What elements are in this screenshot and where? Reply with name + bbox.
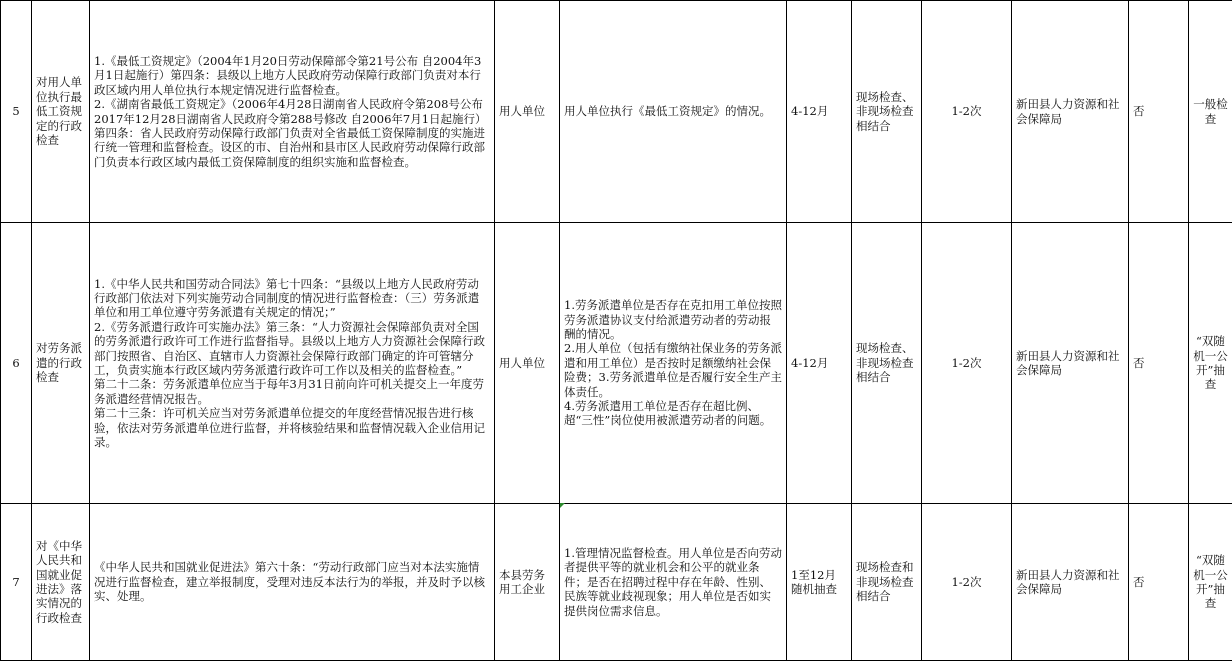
joint-inspection-cell[interactable]: 否 <box>1129 223 1189 504</box>
inspection-method-cell[interactable]: 现场检查、非现场检查相结合 <box>852 223 922 504</box>
joint-inspection-cell[interactable]: 否 <box>1129 1 1189 223</box>
inspection-method-cell[interactable]: 现场检查和非现场检查相结合 <box>852 504 922 661</box>
item-name-cell[interactable]: 对用人单位执行最低工资规定的行政检查 <box>32 1 90 223</box>
legal-basis-cell[interactable]: 《中华人民共和国就业促进法》第六十条：“劳动行政部门应当对本法实施情况进行监督检查，建立举报制度，受理对违反本法行为的举报，并及时予以核实、处理。 <box>90 504 495 661</box>
item-name-cell[interactable]: 对《中华人民共和国就业促进法》落实情况的行政检查 <box>32 504 90 661</box>
comment-marker-icon <box>560 503 565 508</box>
inspection-period-cell[interactable]: 1至12月随机抽查 <box>787 504 852 661</box>
inspection-method-cell[interactable]: 现场检查、非现场检查相结合 <box>852 1 922 223</box>
inspection-agency-cell[interactable]: 新田县人力资源和社会保障局 <box>1012 1 1129 223</box>
inspection-agency-cell[interactable]: 新田县人力资源和社会保障局 <box>1012 504 1129 661</box>
inspection-object-cell[interactable]: 用人单位 <box>495 1 560 223</box>
table-row <box>1 504 1232 661</box>
inspection-agency-cell[interactable]: 新田县人力资源和社会保障局 <box>1012 223 1129 504</box>
inspection-type-cell[interactable]: “双随机一公开”抽查 <box>1189 223 1232 504</box>
inspection-period-cell[interactable]: 4-12月 <box>787 223 852 504</box>
inspection-object-cell[interactable]: 用人单位 <box>495 223 560 504</box>
inspection-frequency-cell[interactable]: 1-2次 <box>922 223 1012 504</box>
table-row <box>1 1 1232 223</box>
row-index-cell[interactable]: 7 <box>1 504 32 661</box>
legal-basis-cell[interactable]: 1.《最低工资规定》（2004年1月20日劳动保障部令第21号公布 自2004年3月1日起施行）第四条：县级以上地方人民政府劳动保障行政部门负责对本行政区域内用人单位执行本规定情况进行监督检查。 2.《湖南省最低工资规定》（2006年4月28日湖南省人民政府令第208号公布 2017年12月28日湖南省人民政府令第288号修改 自2006年7月1日起施行）第四条：省人民政府劳动保障行政部门负责对全省最低工资保障制度的实施进行统一管理和监督检查。设区的市、自治州和县市区人民政府劳动保障行政部门负责本行政区域内最低工资保障制度的组织实施和监督检查。 <box>90 1 495 223</box>
row-index-cell[interactable]: 5 <box>1 1 32 223</box>
inspection-content-cell[interactable] <box>560 504 787 661</box>
inspection-content-cell[interactable]: 用人单位执行《最低工资规定》的情况。 <box>560 1 787 223</box>
joint-inspection-cell[interactable]: 否 <box>1129 504 1189 661</box>
item-name-cell[interactable]: 对劳务派遣的行政检查 <box>32 223 90 504</box>
inspection-period-cell[interactable]: 4-12月 <box>787 1 852 223</box>
inspection-object-cell[interactable]: 本县劳务用工企业 <box>495 504 560 661</box>
legal-basis-cell[interactable]: 1.《中华人民共和国劳动合同法》第七十四条：“县级以上地方人民政府劳动行政部门依法对下列实施劳动合同制度的情况进行监督检查：（三）劳务派遣单位和用工单位遵守劳务派遣有关规定的情况；” 2.《劳务派遣行政许可实施办法》第三条：“人力资源社会保障部负责对全国的劳务派遣行政许可工作进行监督指导。县级以上地方人力资源社会保障行政部门按照省、自治区、直辖市人力资源社会保障行政部门确定的许可管辖分工，负责实施本行政区域内劳务派遣行政许可工作以及相关的监督检查。” 第二十二条：劳务派遣单位应当于每年3月31日前向许可机关提交上一年度劳务派遣经营情况报告。 第二十三条：许可机关应当对劳务派遣单位提交的年度经营情况报告进行核验，依法对劳务派遣单位进行监督，并将核验结果和监督情况载入企业信用记录。 <box>90 223 495 504</box>
inspection-content-text: 1.管理情况监督检查。用人单位是否向劳动者提供平等的就业机会和公平的就业条件；是否在招聘过程中存在年龄、性别、民族等就业歧视现象；用人单位是否如实提供岗位需求信息。 <box>564 546 782 618</box>
inspection-type-cell[interactable]: “双随机一公开”抽查 <box>1189 504 1232 661</box>
inspection-frequency-cell[interactable]: 1-2次 <box>922 1 1012 223</box>
inspection-type-cell[interactable]: 一般检查 <box>1189 1 1232 223</box>
inspection-frequency-cell[interactable]: 1-2次 <box>922 504 1012 661</box>
table-row <box>1 223 1232 504</box>
inspection-content-cell[interactable]: 1.劳务派遣单位是否存在克扣用工单位按照劳务派遣协议支付给派遣劳动者的劳动报酬的情况。 2.用人单位（包括有缴纳社保业务的劳务派遣和用工单位）是否按时足额缴纳社会保险费；3.劳务派遣单位是否履行安全生产主体责任。 4.劳务派遣用工单位是否存在超比例、超“三性”岗位使用被派遣劳动者的问题。 <box>560 223 787 504</box>
row-index-cell[interactable]: 6 <box>1 223 32 504</box>
